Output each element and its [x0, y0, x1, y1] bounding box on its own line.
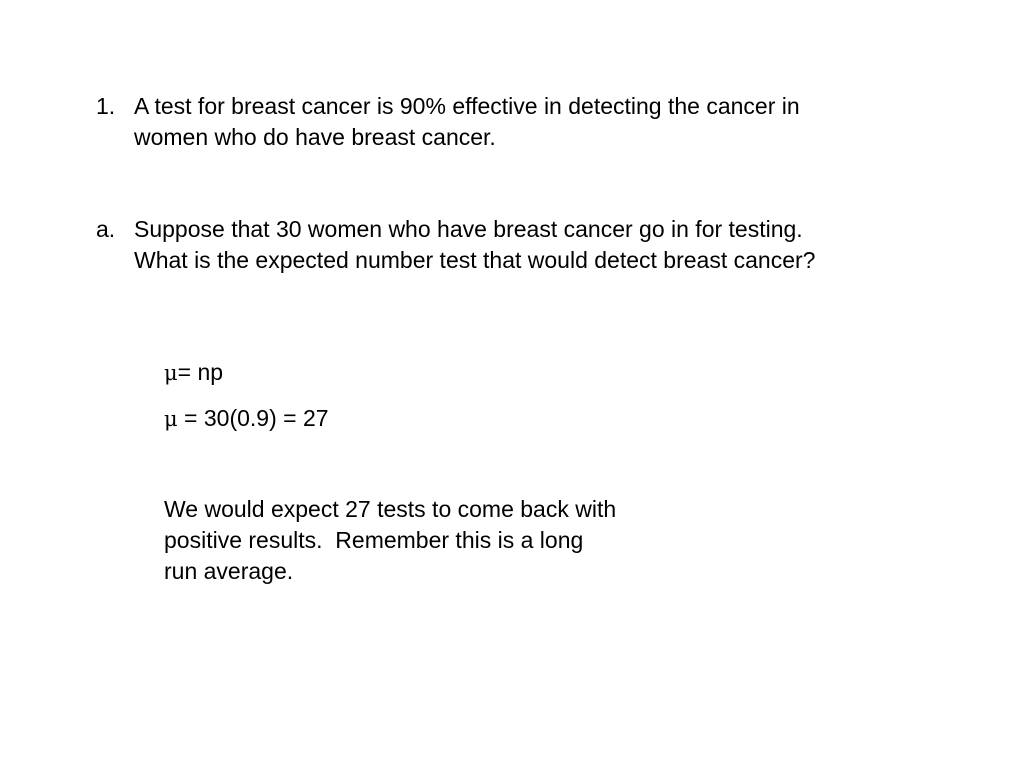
problem-statement: [134, 91, 916, 153]
conclusion-line: We would expect 27 tests to come back with: [164, 496, 617, 522]
conclusion-line: positive results. Remember this is a long: [164, 527, 584, 553]
part-a-letter: a.: [96, 216, 116, 242]
problem-number: 1.: [96, 93, 116, 119]
problem-1: [96, 91, 916, 153]
mu-symbol: μ: [164, 407, 178, 431]
conclusion-text: [164, 494, 724, 587]
part-a: [96, 214, 916, 276]
mean-formula: [164, 358, 223, 387]
mean-calculation: [164, 404, 329, 433]
mean-calculation-text: = 30(0.9) = 27: [177, 405, 329, 431]
mean-formula-text: = np: [177, 359, 224, 385]
problem-statement-line: women who do have breast cancer.: [134, 124, 496, 150]
mu-symbol: μ: [164, 361, 178, 385]
conclusion-line: run average.: [164, 558, 294, 584]
problem-statement-line: A test for breast cancer is 90% effective in detecting the cancer in: [134, 93, 800, 119]
part-a-question-line: What is the expected number test that would detect breast cancer?: [134, 247, 816, 273]
part-a-question-line: Suppose that 30 women who have breast cancer go in for testing.: [134, 216, 803, 242]
part-a-question: [134, 214, 916, 276]
